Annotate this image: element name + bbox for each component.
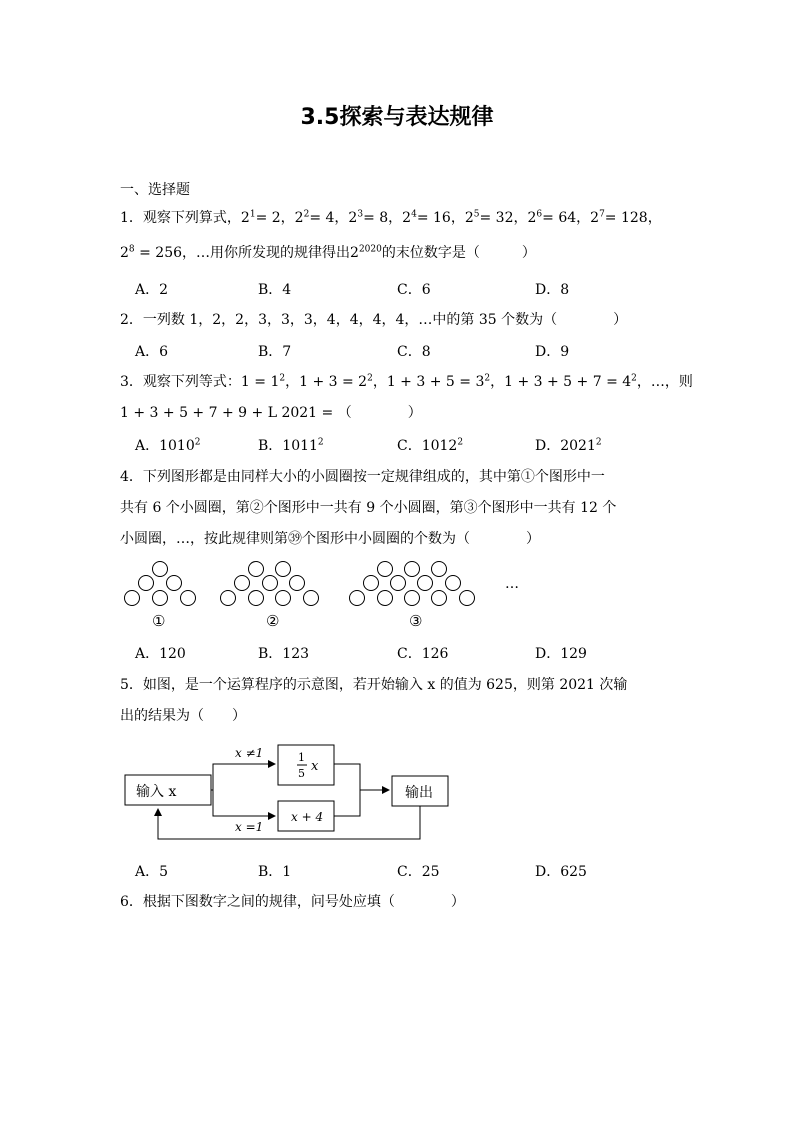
q5-frac-den: 5 <box>298 767 305 780</box>
q5-cond-top: x ≠1 <box>235 746 264 760</box>
q4-option-d[interactable]: D．129 <box>535 646 587 662</box>
q1-intro: 观察下列算式， <box>142 210 241 226</box>
q1-power-6: $2^6= 64$， <box>527 209 591 226</box>
q1-power-2: $2^2= 4$， <box>294 209 349 226</box>
q4-figure-2 <box>221 562 319 606</box>
q5-bottom-label: x + 4 <box>291 810 324 824</box>
q5-option-a[interactable]: A．5 <box>135 864 169 880</box>
page-title: 3.5探索与表达规律 <box>300 105 494 130</box>
q4-line1: 4．下列图形都是由同样大小的小圆圈按一定规律组成的，其中第①个图形中一 <box>120 469 605 485</box>
q1-option-a[interactable]: A．2 <box>135 282 169 298</box>
q5-input-label: 输入 x <box>136 784 177 800</box>
q4-label-2: ② <box>266 612 280 630</box>
q3-option-d[interactable]: D．2021$^2$ <box>535 437 602 454</box>
q1-power-3: $2^3= 8$， <box>348 209 403 226</box>
q1-option-b[interactable]: B．4 <box>258 282 292 298</box>
q4-label-3: ③ <box>409 612 423 630</box>
q1-power-1: $2^1= 2$， <box>240 209 295 226</box>
q5-frac-num: 1 <box>298 751 305 764</box>
q5-frac-var: x <box>311 759 319 774</box>
q2-option-a[interactable]: A．6 <box>135 344 169 360</box>
q1-option-d[interactable]: D．8 <box>535 282 570 298</box>
q4-option-a[interactable]: A．120 <box>135 646 186 662</box>
q1-power-7: $2^7= 128$， <box>590 209 662 226</box>
q3-option-c[interactable]: C．1012$^2$ <box>397 437 464 454</box>
q3-option-a[interactable]: A．1010$^2$ <box>135 437 201 454</box>
q4-label-1: ① <box>152 612 166 630</box>
q4-line3: 小圆圈，…，按此规律则第㊴个图形中小圆圈的个数为（ ） <box>120 531 540 547</box>
q2-option-d[interactable]: D．9 <box>535 344 570 360</box>
q4-circle-figures <box>115 558 535 634</box>
q1-line2: $2^8 = 256$，…用你所发现的规律得出$2^{2020}$的末位数字是（ ） <box>120 244 536 261</box>
section-heading: 一、选择题 <box>120 182 190 198</box>
q4-option-b[interactable]: B．123 <box>258 646 310 662</box>
q5-option-b[interactable]: B．1 <box>258 864 292 880</box>
q5-cond-bottom: x =1 <box>235 820 264 834</box>
q4-figure-1 <box>125 562 196 606</box>
q2-option-c[interactable]: C．8 <box>397 344 431 360</box>
q4-ellipsis: … <box>505 576 519 592</box>
q5-output-label: 输出 <box>405 785 433 801</box>
q5-line1: 5．如图，是一个运算程序的示意图，若开始输入 x 的值为 625，则第 2021 次输 <box>120 677 628 693</box>
q6-text: 6．根据下图数字之间的规律，问号处应填（ ） <box>120 894 465 910</box>
q4-line2: 共有 6 个小圆圈，第②个图形中一共有 9 个小圆圈，第③个图形中一共有 12 个 <box>120 500 617 516</box>
q1-power-4: $2^4= 16$， <box>402 209 465 226</box>
q1-option-c[interactable]: C．6 <box>397 282 431 298</box>
q1-number: 1． <box>120 210 143 226</box>
q3-line1: 3．观察下列等式：$1 = 1^2$，$1 + 3 = 2^2$，$1 + 3 + 5 = 3^2$，$1 + 3 + 5 + 7 = 4^2$，…，则 <box>120 373 693 390</box>
q5-option-c[interactable]: C．25 <box>397 864 440 880</box>
q5-flowchart <box>115 735 460 845</box>
q4-figure-3 <box>350 562 475 606</box>
q3-option-b[interactable]: B．1011$^2$ <box>258 437 324 454</box>
q1-line1 <box>120 208 662 228</box>
q3-line2: 1 + 3 + 5 + 7 + 9 + L 2021 = （ ） <box>120 405 422 421</box>
q2-text: 2．一列数 1，2，2，3，3，3，4，4，4，4，…中的第 35 个数为（ ） <box>120 312 628 328</box>
q2-option-b[interactable]: B．7 <box>258 344 292 360</box>
q1-power-5: $2^5= 32$， <box>464 209 528 226</box>
q5-line2: 出的结果为（ ） <box>120 708 246 724</box>
q4-option-c[interactable]: C．126 <box>397 646 449 662</box>
q5-option-d[interactable]: D．625 <box>535 864 587 880</box>
